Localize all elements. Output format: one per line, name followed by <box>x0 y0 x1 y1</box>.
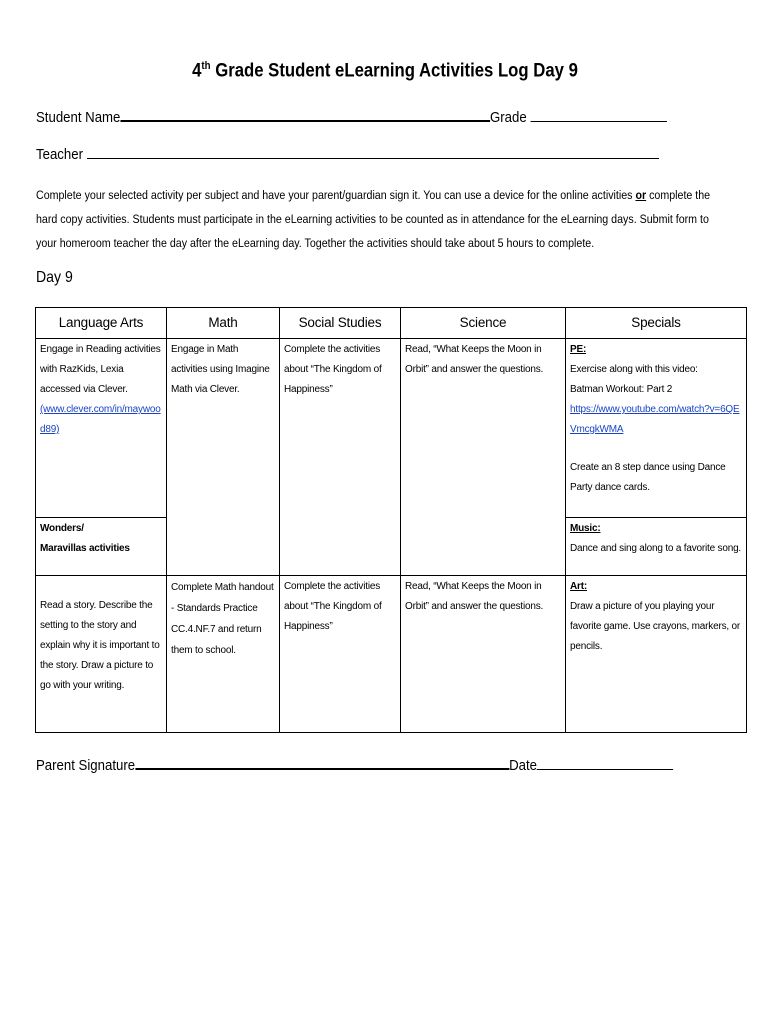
math-paper-cell: Complete Math handout - Standards Practice CC.4.NF.7 and return them to school. <box>167 576 280 733</box>
wonders-cell: Wonders/ Maravillas activities <box>36 518 167 576</box>
music-label: Music: <box>570 523 601 534</box>
table-row <box>36 339 747 518</box>
pe-cell: PE: Exercise along with this video: Batman Workout: Part 2 https://www.youtube.com/watch?v=6QEVmcgkWMA Create an 8 step dance using Dance Party dance cards. <box>566 339 747 518</box>
parent-signature-label: Parent Signature <box>36 757 136 774</box>
music-cell: Music: Dance and sing along to a favorite song. <box>566 518 747 576</box>
header-science: Science <box>401 308 566 339</box>
header-math: Math <box>167 308 280 339</box>
header-language-arts: Language Arts <box>36 308 167 339</box>
ss-paper-cell: Complete the activities about “The Kingdom of Happiness” <box>280 576 401 733</box>
instructions: Complete your selected activity per subject and have your parent/guardian sign it. You can use a device for the online activities or complete the hard copy activities. Students must participate in the eLearning activities to be counted as in attendance for the eLearning days. Submit form to your homeroom teacher the day after the eLearning day. Together the activities should take about 5 hours to complete. <box>36 188 711 250</box>
header-social-studies: Social Studies <box>280 308 401 339</box>
table-header-row <box>36 308 747 339</box>
header-specials: Specials <box>566 308 747 339</box>
or-emphasis: or <box>635 188 647 202</box>
la-online-cell: Engage in Reading activities with RazKids, Lexia accessed via Clever. (www.clever.com/in/maywood89) <box>36 339 167 518</box>
activities-table <box>35 307 747 733</box>
youtube-link[interactable]: https://www.youtube.com/watch?v=6QEVmcgkWMA <box>570 404 740 435</box>
ss-online-cell: Complete the activities about “The Kingdom of Happiness” <box>280 339 401 576</box>
clever-link[interactable]: (www.clever.com/in/maywood89) <box>40 404 161 435</box>
table-row <box>36 576 747 733</box>
page-title: 4th Grade Student eLearning Activities Log Day 9 <box>192 60 578 82</box>
la-paper-cell: Read a story. Describe the setting to the story and explain why it is important to the story. Draw a picture to go with your writing. <box>36 576 167 733</box>
date-field[interactable] <box>537 757 673 770</box>
pe-label: PE: <box>570 344 587 355</box>
art-label: Art: <box>570 581 587 592</box>
teacher-row <box>36 146 659 163</box>
science-online-cell: Read, “What Keeps the Moon in Orbit” and answer the questions. <box>401 339 566 576</box>
parent-signature-field[interactable] <box>135 756 509 770</box>
day-label: Day 9 <box>36 269 73 286</box>
date-label: Date <box>509 757 537 774</box>
student-name-row <box>36 108 667 126</box>
student-name-label: Student Name <box>36 109 121 126</box>
grade-label: Grade <box>489 109 527 126</box>
math-online-cell: Engage in Math activities using Imagine Math via Clever. <box>167 339 280 576</box>
teacher-field[interactable] <box>87 146 659 159</box>
grade-field[interactable] <box>530 109 666 122</box>
art-cell: Art: Draw a picture of you playing your favorite game. Use crayons, markers, or pencils. <box>566 576 747 733</box>
teacher-label: Teacher <box>36 146 83 163</box>
student-name-field[interactable] <box>120 108 490 122</box>
science-paper-cell: Read, “What Keeps the Moon in Orbit” and answer the questions. <box>401 576 566 733</box>
parent-signature-row <box>36 756 673 774</box>
